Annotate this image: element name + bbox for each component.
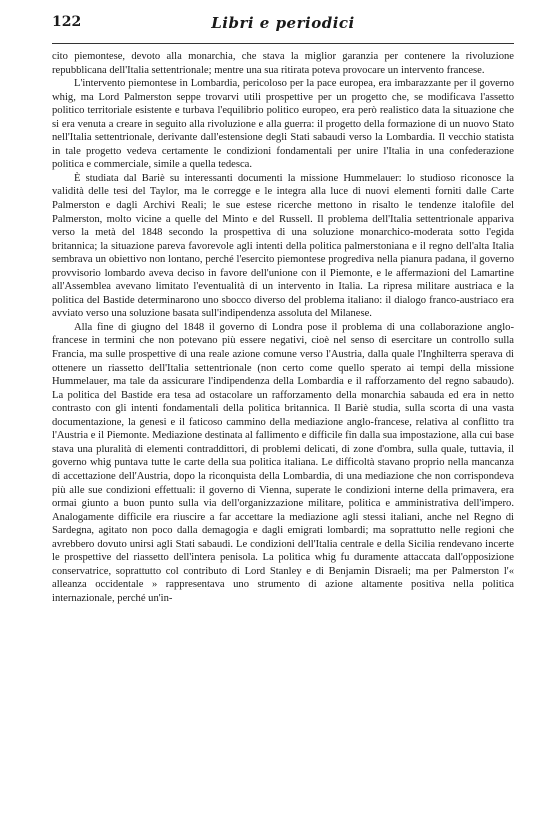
body-text xyxy=(52,50,514,605)
header-rule xyxy=(52,43,514,44)
paragraph: L'intervento piemontese in Lombardia, pericoloso per la pace europea, era imbarazzante per il governo whig, ma Lord Palmerston seppe trovarvi utili prospettive per un progetto che, se modificava l'assetto politico territoriale esistente e turbava l'equilibrio politico europeo, era però realistico data la situazione che si era venuta a creare in seguito alla rivoluzione e alla guerra: il progetto della formazione di un nuovo Stato nell'Italia settentrionale, derivante dall'estensione degli Stati sabaudi verso la Lombardia. Il vecchio statista in tale progetto vedeva certamente le condizioni fondamentali per unire l'Italia in una confederazione politica e commerciale, simile a quella tedesca. xyxy=(52,78,514,171)
paragraph: È studiata dal Bariè su interessanti documenti la missione Hummelauer: lo studioso riconosce la validità delle tesi del Taylor, ma le corregge e le integra alla luce di nuovi elementi forniti dalle Carte Palmerston e dagli Archivi Reali; le sue estese ricerche mettono in risalto le tendenze italofile del Palmerston, molto vicine a quelle del Minto e del Russell. Il problema dell'Italia settentrionale appariva verso la metà del 1848 secondo la prospettiva di una soluzione monarchico-moderata sotto l'egida britannica; la situazione pareva favorevole agli intenti della politica palmerstoniana e il regno dell'alta Italia sembrava un obiettivo non lontano, perché l'esercito piemontese progrediva nella pianura padana, il governo provvisorio lombardo aveva deciso in favore dell'unione con il Piemonte, e le affermazioni del Lamartine all'Assemblea avevano limitato l'eventualità di un intervento in Italia. La ripresa militare austriaca e la politica del Bastide determinarono uno sbocco diverso del problema italiano: il dialogo franco-austriaco era avviato verso una soluzione basata sull'indipendenza assoluta del Milanese. xyxy=(52,172,514,320)
paragraph: Alla fine di giugno del 1848 il governo di Londra pose il problema di una collaborazione anglo-francese in termini che non potevano più essere negativi, cioè nel senso di esercitare un controllo sulla Francia, ma sulle prospettive di una reale azione comune verso l'Austria, dalla quale l'Inghilterra sperava di ottenere un riassetto dell'Italia settentrionale (non certo come quello sperato ai tempi della missione Hummelauer, ma tale da assicurare l'indipendenza della Lombardia e il rafforzamento del regno sabaudo). La politica del Bastide era tesa ad ostacolare un rafforzamento della monarchia sabauda ed era in netto contrasto con gli intenti fondamentali della politica britannica. Il Bariè studia, sulla scorta di una vasta documentazione, la genesi e il faticoso cammino della mediazione anglo-francese, relativa al conflitto tra l'Austria e il Piemonte. Mediazione destinata al fallimento e difficile fin dalla sua impostazione, alla cui base stava una pluralità di elementi contraddittori, di problemi delicati, di zone d'ombra, sulla quale, tuttavia, il governo whig puntava tutte le carte della sua politica italiana. Le difficoltà stavano proprio nella mancanza di accettazione dell'Austria, dopo la riconquista della Lombardia, di una mediazione che non corrispondeva più alle sue condizioni effettuali: il governo di Vienna, superate le condizioni interne della primavera, era ormai giunto a buon punto sulla via dell'organizzazione militare, politica e amministrativa dell'impero. Analogamente difficile era riuscire a far accettare la mediazione agli stessi italiani, anche nel Regno di Sardegna, agitato non poco dalla demagogia e dagli emigrati lombardi; ma soprattutto nelle regioni che avrebbero dovuto unirsi agli Stati sabaudi. Le condizioni dell'Italia centrale e della Sicilia rendevano incerte le prospettive del riassetto dell'intera penisola. La politica whig fu duramente attaccata dall'opposizione conservatrice, soprattutto col contributo di Lord Stanley e di Benjamin Disraeli; ma per Palmerston l'« alleanza occidentale » rappresentava uno strumento di azione altamente positiva nella politica internazionale, perché un'in- xyxy=(52,321,514,604)
paragraph: cito piemontese, devoto alla monarchia, che stava la miglior garanzia per contenere la rivoluzione repubblicana dell'Italia settentrionale; mentre una sua ritirata poteva provocare un intervento francese. xyxy=(52,51,514,76)
page-number: 122 xyxy=(52,14,82,30)
page-header xyxy=(52,14,514,42)
running-head: Libri e periodici xyxy=(211,14,355,32)
